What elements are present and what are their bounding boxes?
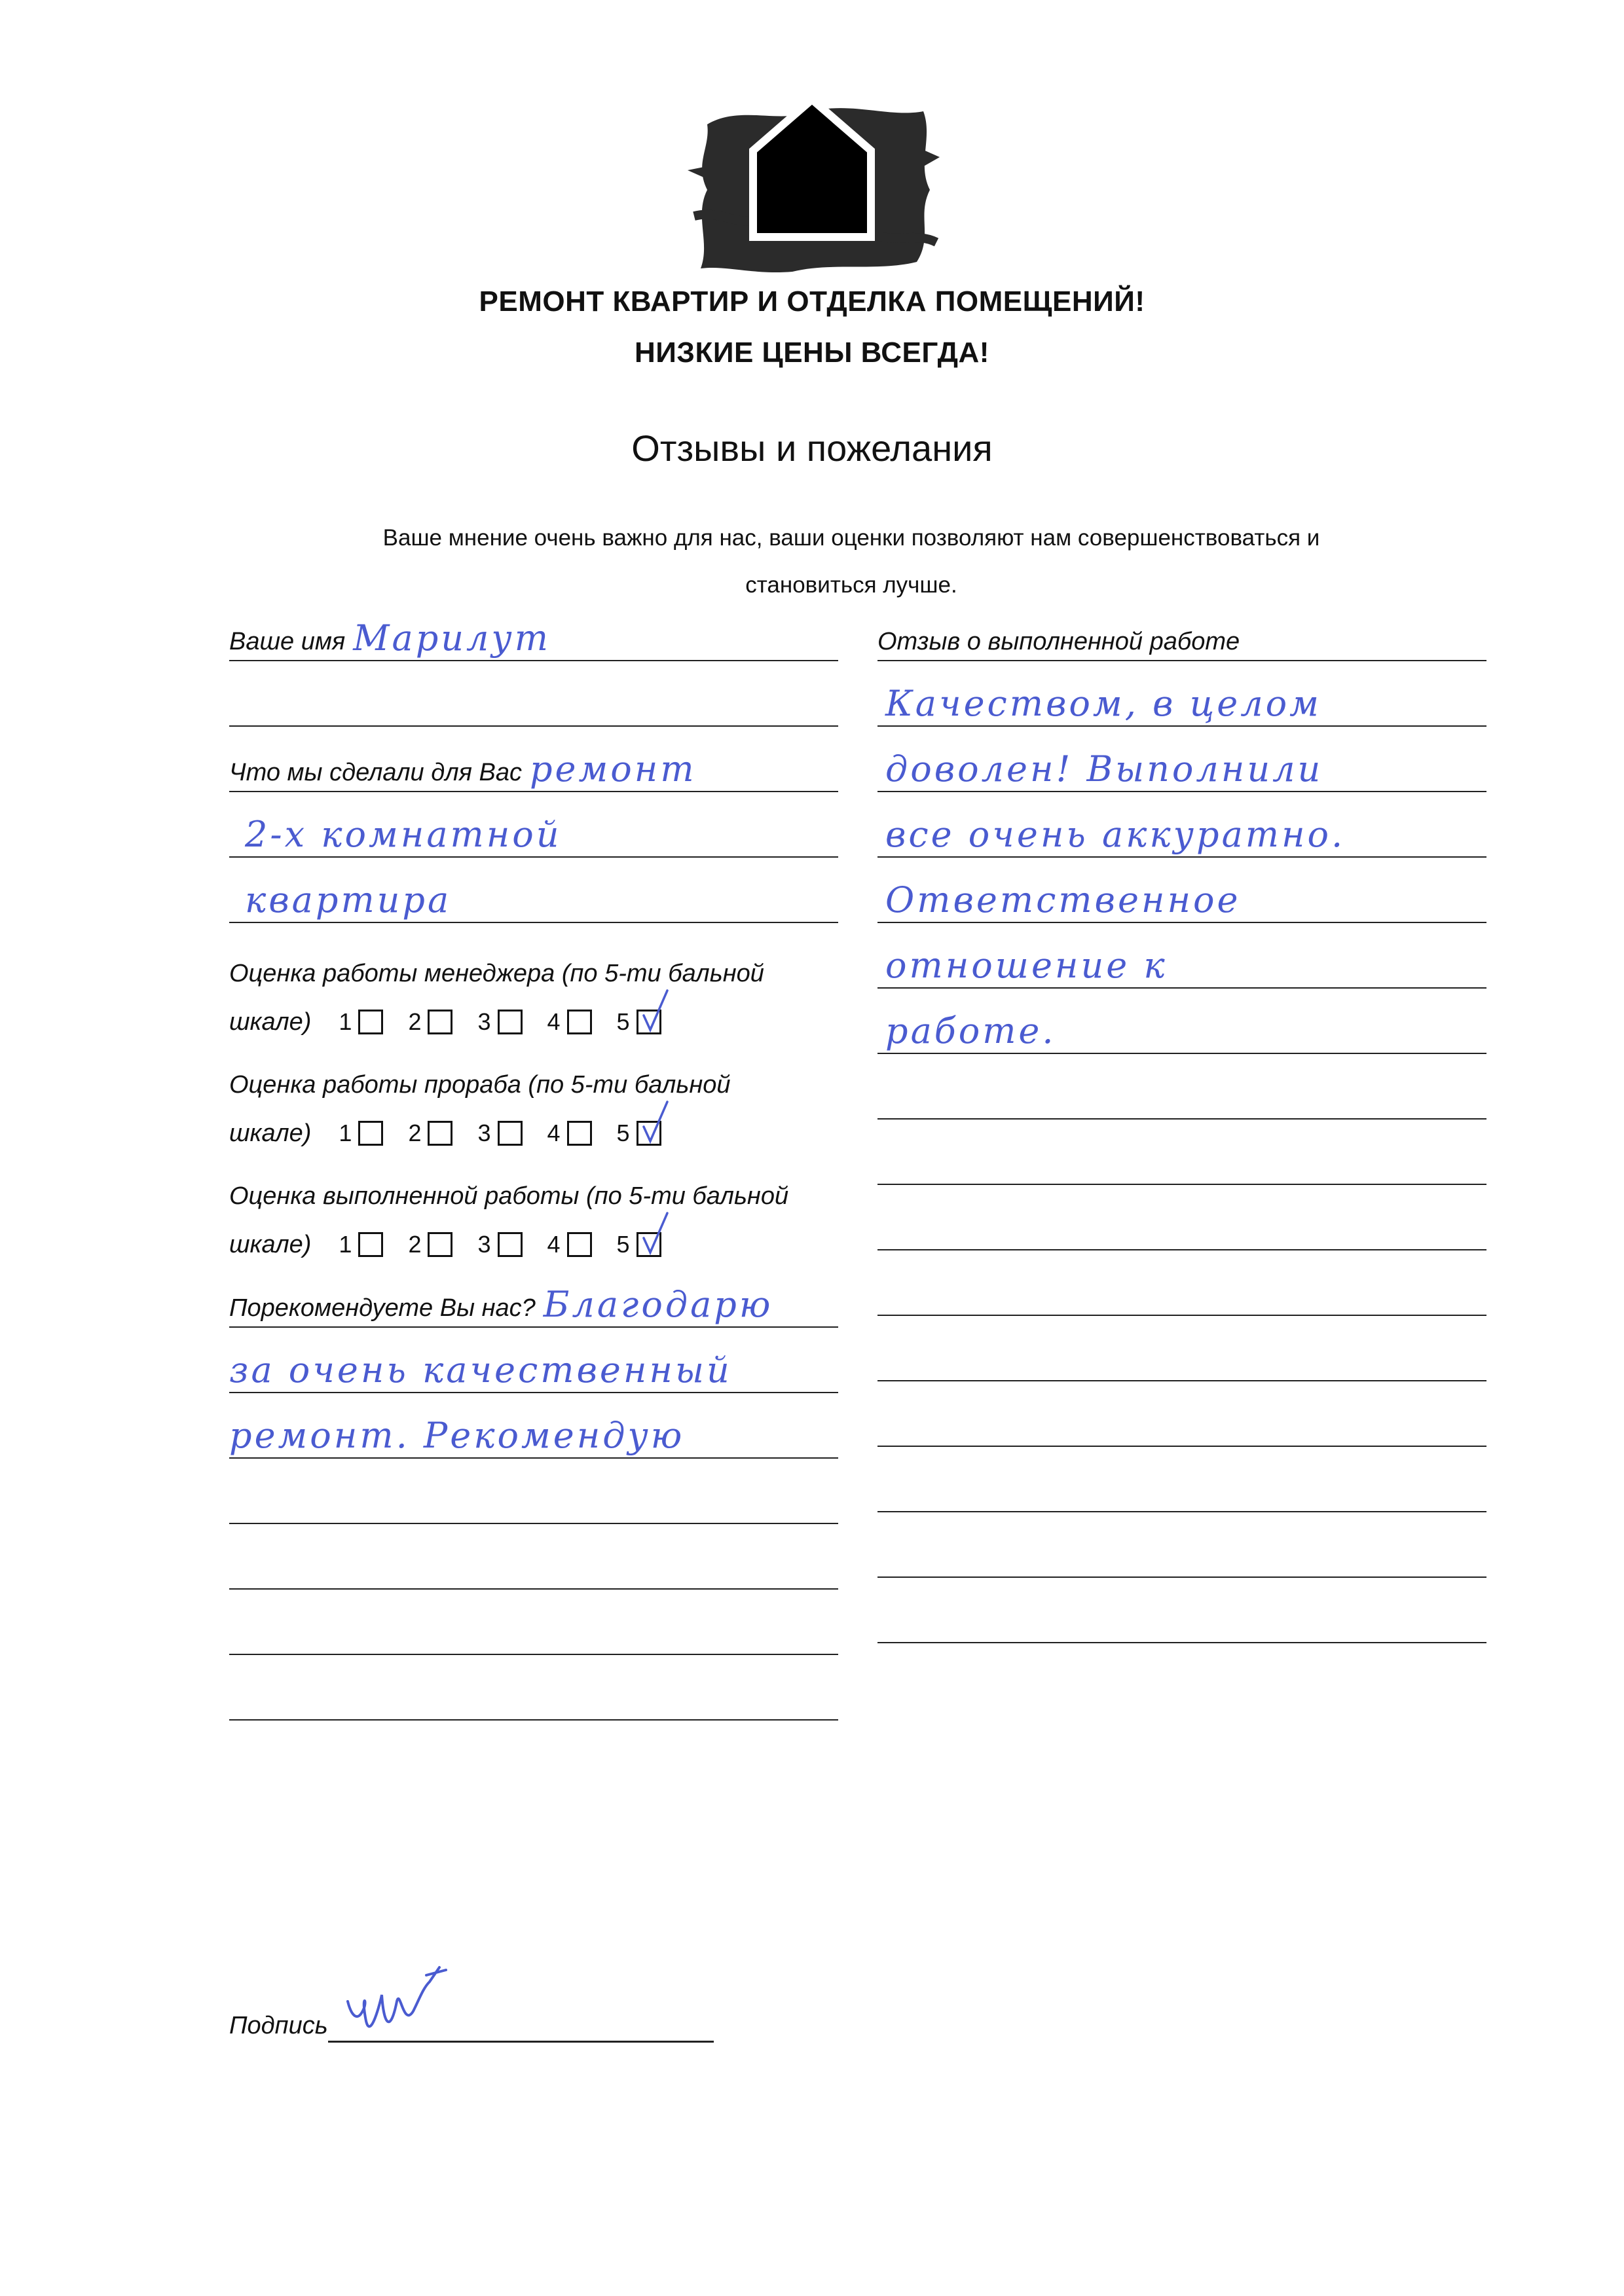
rating-option-number: 4 (547, 1119, 561, 1146)
left-column (229, 615, 838, 1721)
recommend-empty-line[interactable] (229, 1655, 838, 1721)
intro-line-1: Ваше мнение очень важно для нас, ваши оценки позволяют нам совершенствоваться и (382, 525, 1320, 551)
rating-manager-options (339, 1008, 686, 1036)
rating-work-options (339, 1231, 686, 1259)
review-value-line: доволен! Выполнили (885, 748, 1323, 790)
check-mark-icon (642, 1212, 669, 1255)
rating-checkbox[interactable] (358, 1232, 383, 1257)
slogan-line-1: РЕМОНТ КВАРТИР И ОТДЕЛКА ПОМЕЩЕНИЙ! (479, 285, 1145, 318)
recommend-empty-lines (229, 1459, 838, 1721)
intro-text (288, 515, 1414, 609)
review-empty-line[interactable] (877, 1120, 1486, 1185)
form-title: Отзывы и пожелания (631, 428, 993, 469)
rating-checkbox[interactable] (637, 1121, 661, 1146)
rating-foreman-options (339, 1120, 686, 1148)
recommend-empty-line[interactable] (229, 1524, 838, 1590)
review-empty-line[interactable] (877, 1381, 1486, 1447)
review-empty-line[interactable] (877, 1447, 1486, 1512)
rating-manager-label: Оценка работы менеджера (по 5-ти бальной (229, 960, 764, 987)
check-mark-icon (642, 1101, 669, 1144)
review-line-4[interactable] (877, 858, 1486, 923)
recommend-field[interactable] (229, 1269, 838, 1328)
rating-checkbox[interactable] (637, 1232, 661, 1257)
review-value-line: работе. (885, 1010, 1056, 1051)
review-label: Отзыв о выполненной работе (877, 628, 1240, 655)
rating-option-1[interactable] (339, 1008, 383, 1036)
review-line-5[interactable] (877, 923, 1486, 989)
rating-checkbox[interactable] (498, 1010, 523, 1034)
rating-work (229, 1172, 838, 1269)
recommend-value-line-2: за очень качественный (229, 1349, 732, 1391)
rating-option-5[interactable] (617, 1231, 661, 1258)
review-value-line: Качеством, в целом (885, 683, 1321, 724)
rating-option-2[interactable] (408, 1120, 452, 1147)
recommend-empty-line[interactable] (229, 1459, 838, 1524)
rating-work-scale-label: шкале) (229, 1230, 312, 1258)
service-line-3[interactable] (229, 858, 838, 923)
recommend-label: Порекомендуете Вы нас? (229, 1294, 536, 1322)
rating-option-4[interactable] (547, 1008, 592, 1036)
rating-manager-scale-label: шкале) (229, 1008, 312, 1036)
recommend-line-3[interactable] (229, 1393, 838, 1459)
rating-option-5[interactable] (617, 1008, 661, 1036)
rating-checkbox[interactable] (637, 1010, 661, 1034)
rating-option-2[interactable] (408, 1231, 452, 1258)
signature-field[interactable] (229, 1977, 714, 2043)
review-empty-line[interactable] (877, 1054, 1486, 1120)
rating-option-number: 4 (547, 1230, 561, 1258)
rating-option-1[interactable] (339, 1231, 383, 1258)
signature-label: Подпись (229, 2012, 328, 2039)
review-empty-line[interactable] (877, 1250, 1486, 1316)
rating-option-number: 3 (477, 1008, 491, 1035)
review-line-1[interactable] (877, 661, 1486, 727)
rating-option-number: 4 (547, 1008, 561, 1035)
signature-scribble (341, 1962, 472, 2047)
rating-option-number: 5 (616, 1119, 630, 1146)
review-empty-lines (877, 1054, 1486, 1643)
name-value: Марилут (353, 617, 551, 659)
rating-work-label: Оценка выполненной работы (по 5-ти бальной (229, 1182, 789, 1210)
rating-foreman (229, 1061, 838, 1157)
rating-option-4[interactable] (547, 1120, 592, 1147)
rating-option-number: 1 (339, 1119, 352, 1146)
rating-option-number: 2 (408, 1230, 422, 1258)
rating-option-number: 1 (339, 1008, 352, 1035)
slogan-line-2: НИЗКИЕ ЦЕНЫ ВСЕГДА! (635, 337, 989, 369)
review-line-6[interactable] (877, 989, 1486, 1054)
rating-option-number: 5 (616, 1008, 630, 1035)
name-label: Ваше имя (229, 628, 346, 655)
review-empty-line[interactable] (877, 1316, 1486, 1381)
rating-option-3[interactable] (477, 1231, 522, 1258)
rating-checkbox[interactable] (428, 1232, 452, 1257)
rating-checkbox[interactable] (567, 1121, 592, 1146)
rating-option-1[interactable] (339, 1120, 383, 1147)
rating-checkbox[interactable] (498, 1121, 523, 1146)
recommend-empty-line[interactable] (229, 1590, 838, 1655)
rating-option-2[interactable] (408, 1008, 452, 1036)
recommend-value-line-3: ремонт. Рекомендую (229, 1415, 685, 1456)
rating-foreman-scale-label: шкале) (229, 1119, 312, 1147)
rating-checkbox[interactable] (567, 1010, 592, 1034)
rating-option-number: 1 (339, 1230, 352, 1258)
rating-checkbox[interactable] (498, 1232, 523, 1257)
rating-option-number: 2 (408, 1119, 422, 1146)
rating-checkbox[interactable] (428, 1121, 452, 1146)
rating-option-number: 3 (477, 1230, 491, 1258)
intro-line-2: становиться лучше. (745, 572, 957, 598)
check-mark-icon (642, 989, 669, 1032)
service-value-line-3: квартира (245, 879, 452, 920)
review-empty-line[interactable] (877, 1578, 1486, 1643)
rating-option-number: 5 (616, 1230, 630, 1258)
rating-checkbox[interactable] (358, 1121, 383, 1146)
review-line-2[interactable] (877, 727, 1486, 792)
service-value-line-1: ремонт (529, 748, 697, 790)
rating-option-3[interactable] (477, 1120, 522, 1147)
rating-option-5[interactable] (617, 1120, 661, 1147)
signature-line[interactable] (328, 1975, 714, 2043)
rating-checkbox[interactable] (567, 1232, 592, 1257)
rating-option-4[interactable] (547, 1231, 592, 1258)
review-empty-line[interactable] (877, 1512, 1486, 1578)
rating-option-number: 2 (408, 1008, 422, 1035)
rating-checkbox[interactable] (358, 1010, 383, 1034)
rating-option-3[interactable] (477, 1008, 522, 1036)
review-value-line: Ответственное (885, 879, 1241, 920)
review-field[interactable] (877, 615, 1486, 661)
recommend-line-2[interactable] (229, 1328, 838, 1393)
service-field[interactable] (229, 727, 838, 792)
name-field[interactable] (229, 615, 838, 661)
review-value-line: отношение к (885, 945, 1168, 986)
service-value-line-2: 2-х комнатной (245, 814, 562, 855)
rating-manager (229, 949, 838, 1046)
rating-option-number: 3 (477, 1119, 491, 1146)
review-empty-line[interactable] (877, 1185, 1486, 1250)
right-column (877, 615, 1486, 1643)
rating-foreman-label: Оценка работы прораба (по 5-ти бальной (229, 1071, 731, 1099)
review-line-3[interactable] (877, 792, 1486, 858)
company-logo (681, 85, 943, 282)
service-line-2[interactable] (229, 792, 838, 858)
review-value-line: все очень аккуратно. (885, 814, 1346, 855)
name-field-extra-line[interactable] (229, 661, 838, 727)
recommend-value-line-1: Благодарю (543, 1284, 773, 1325)
service-label: Что мы сделали для Вас (229, 759, 522, 786)
rating-checkbox[interactable] (428, 1010, 452, 1034)
